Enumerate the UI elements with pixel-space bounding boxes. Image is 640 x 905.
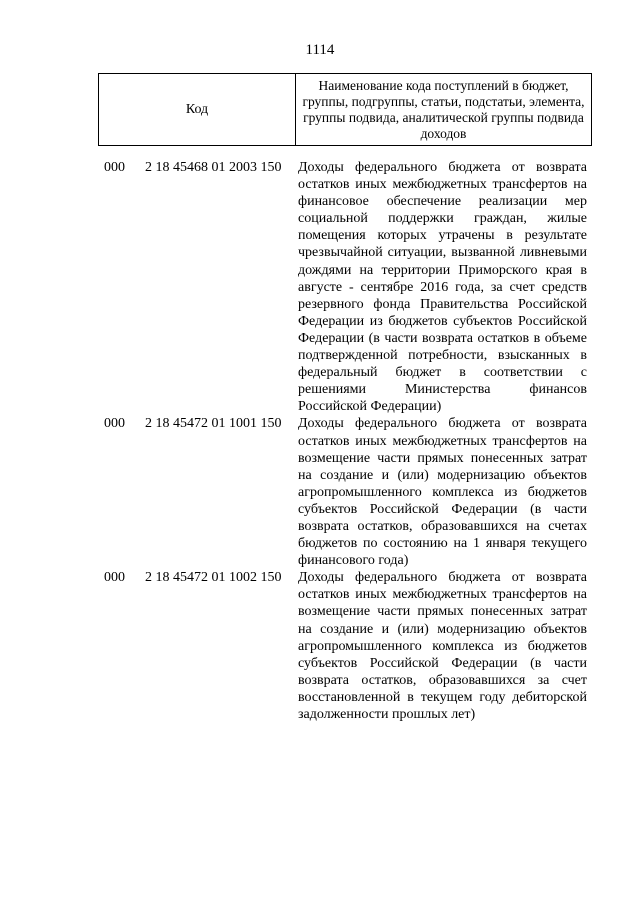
header-code-cell (99, 74, 296, 145)
table-row (0, 569, 640, 723)
header-code-label: Код (185, 101, 209, 117)
table-header (98, 73, 592, 146)
revenue-description: Доходы федерального бюджета от возврата остатков иных межбюджетных трансфертов на финансовое обеспечение реализации мер социальной поддержки граждан, жилые помещения которых утрачены в результате чрезвычайной ситуации, вызванной ливневыми дождями на территории Приморского края в августе - сентябре 2016 года, за счет средств резервного фонда Правительства Российской Федерации из бюджетов субъектов Российской Федерации (в части возврата остатков в объеме подтвержденной потребности, взысканных в федеральный бюджет в соответствии с решениями Министерства финансов Российской Федерации) (298, 160, 587, 415)
revenue-code: 2 18 45472 01 1001 150 (145, 416, 282, 432)
table-body (0, 159, 640, 723)
revenue-code: 2 18 45468 01 2003 150 (145, 160, 282, 175)
table-row (0, 415, 640, 569)
admin-code: 000 (104, 160, 125, 175)
admin-code: 000 (104, 570, 125, 586)
header-name-cell (296, 74, 591, 145)
revenue-code: 2 18 45472 01 1002 150 (145, 570, 282, 586)
header-name-label: Наименование кода поступлений в бюджет, группы, подгруппы, статьи, подстатьи, элемента, группы подвида, аналитической группы подвида доходов (302, 77, 585, 141)
admin-code: 000 (104, 416, 125, 432)
revenue-description: Доходы федерального бюджета от возврата остатков иных межбюджетных трансфертов на возмещение части прямых понесенных затрат на создание и (или) модернизацию объектов агропромышленного комплекса из бюджетов субъектов Российской Федерации (в части возврата остатков, образовавшихся на счетах бюджетов по состоянию на 1 января текущего финансового года) (298, 416, 587, 569)
table-row (0, 159, 640, 415)
page-number: 1114 (305, 42, 335, 58)
revenue-description: Доходы федерального бюджета от возврата остатков иных межбюджетных трансфертов на возмещение части прямых понесенных затрат на создание и (или) модернизацию объектов агропромышленного комплекса из бюджетов субъектов Российской Федерации (в части возврата остатков, образовавшихся за счет восстановленной в текущем году дебиторской задолженности прошлых лет) (298, 570, 587, 722)
